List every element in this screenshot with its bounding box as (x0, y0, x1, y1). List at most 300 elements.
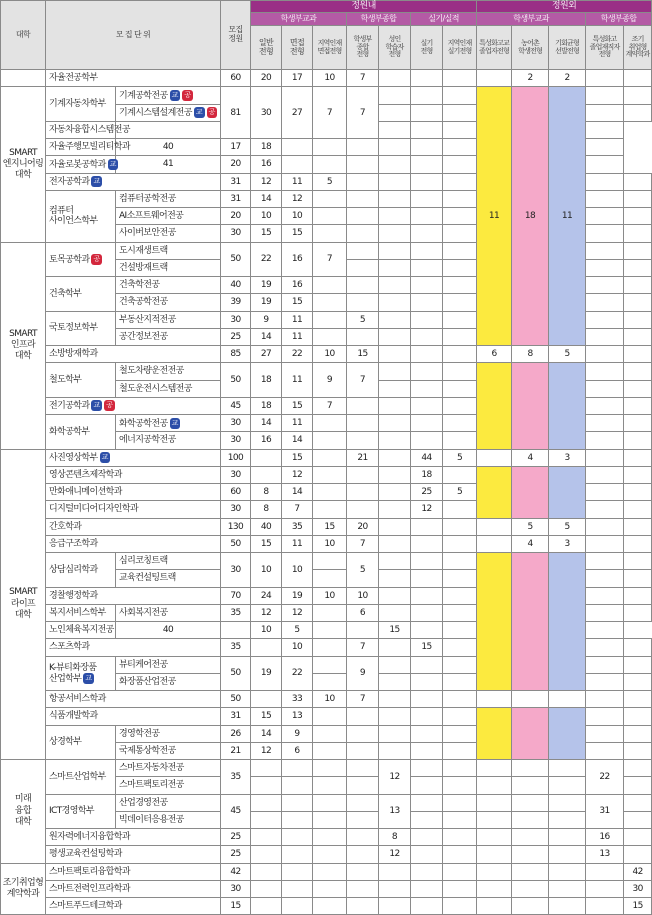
quota-cell: 5 (512, 518, 549, 535)
department-name: 화학공학부 (49, 426, 90, 437)
quota-cell (477, 70, 512, 87)
major-cell (116, 415, 221, 432)
quota-cell (443, 553, 477, 570)
quota-cell: 2 (549, 70, 586, 87)
quota-cell-yl: 11 (477, 87, 512, 346)
quota-cell (586, 277, 624, 294)
quota-cell: 10 (251, 553, 282, 588)
quota-cell (411, 587, 443, 604)
quota-cell (624, 604, 652, 621)
department-cell (46, 190, 116, 242)
quota-cell: 7 (347, 70, 379, 87)
quota-cell (379, 449, 411, 466)
table-row (1, 846, 652, 863)
quota-total-cell: 41 (116, 156, 221, 173)
quota-cell: 13 (379, 794, 411, 829)
major-cell (116, 311, 221, 328)
quota-cell (586, 346, 624, 363)
quota-cell (282, 794, 313, 811)
quota-cell: 5 (549, 518, 586, 535)
major-name: 자율주행모빌리티학과 (49, 142, 130, 153)
department-cell (46, 501, 221, 518)
quota-cell (549, 846, 586, 863)
quota-cell (379, 104, 411, 121)
quota-cell (313, 484, 347, 501)
college-cell: SMART 엔지니어링 대학 (1, 87, 46, 242)
quota-cell (624, 104, 652, 121)
quota-cell (586, 639, 624, 656)
department-cell (46, 87, 116, 122)
quota-cell: 12 (282, 604, 313, 621)
quota-cell (411, 846, 443, 863)
quota-cell (443, 846, 477, 863)
department-name: 디지털미디어디자인학과 (49, 504, 139, 515)
header-col-0: 일반 전형 (251, 26, 282, 70)
quota-cell (411, 777, 443, 794)
quota-cell (586, 570, 624, 587)
major-name: 사이버보안전공 (119, 228, 176, 239)
quota-cell: 11 (282, 173, 313, 190)
quota-cell-yl (477, 708, 512, 760)
quota-cell (477, 898, 512, 915)
major-name: 철도운전시스템전공 (119, 383, 192, 394)
table-row (1, 829, 652, 846)
quota-cell (411, 173, 443, 190)
quota-total-cell: 30 (221, 501, 251, 518)
gyo-badge: 교 (171, 90, 179, 99)
college-cell: SMART 인프라 대학 (1, 242, 46, 449)
quota-total-cell: 70 (221, 587, 251, 604)
quota-cell: 19 (282, 587, 313, 604)
quota-cell (624, 242, 652, 259)
quota-cell (624, 570, 652, 587)
quota-cell (624, 484, 652, 501)
quota-cell: 10 (313, 587, 347, 604)
quota-cell (411, 242, 443, 259)
department-cell (46, 415, 116, 450)
quota-cell: 12 (251, 742, 282, 759)
quota-cell (379, 328, 411, 345)
quota-cell (586, 294, 624, 311)
quota-cell (624, 311, 652, 328)
table-row (1, 553, 652, 570)
quota-cell (282, 863, 313, 880)
quota-cell (411, 518, 443, 535)
quota-cell (443, 363, 477, 380)
quota-cell (379, 156, 411, 173)
department-cell (46, 880, 221, 897)
table-row (1, 760, 652, 777)
quota-cell (586, 604, 624, 621)
quota-cell (411, 415, 443, 432)
quota-cell (313, 622, 347, 639)
department-name: 스포츠학과 (49, 642, 90, 653)
quota-cell (586, 725, 624, 742)
major-cell (46, 139, 130, 156)
quota-cell (379, 570, 411, 587)
quota-cell: 6 (477, 346, 512, 363)
gyo-badge: 교 (109, 159, 117, 168)
quota-cell (347, 173, 379, 190)
quota-cell (347, 225, 379, 242)
quota-cell (251, 777, 282, 794)
quota-cell: 27 (251, 346, 282, 363)
quota-cell (379, 656, 411, 673)
major-name: 스마트팩토리전공 (119, 780, 184, 791)
major-name: 스마트자동차전공 (119, 763, 184, 774)
quota-cell (379, 432, 411, 449)
major-cell (116, 656, 221, 673)
quota-cell (624, 449, 652, 466)
quota-cell (443, 880, 477, 897)
college-cell (1, 70, 46, 87)
quota-cell (512, 880, 549, 897)
department-cell (46, 484, 221, 501)
department-cell (46, 656, 116, 691)
department-name: 소방방재학과 (49, 349, 98, 360)
quota-cell (379, 725, 411, 742)
quota-cell (624, 777, 652, 794)
major-name: 에너지공학전공 (119, 435, 176, 446)
department-name: 스마트푸드테크학과 (49, 901, 122, 912)
quota-cell (586, 363, 624, 380)
quota-cell (586, 259, 624, 276)
header-hakbu-gyogwa-out: 학생부교과 (477, 13, 586, 26)
quota-cell: 6 (347, 604, 379, 621)
table-row (1, 863, 652, 880)
quota-cell (379, 346, 411, 363)
quota-total-cell: 15 (221, 898, 251, 915)
quota-cell (411, 553, 443, 570)
quota-cell (411, 535, 443, 552)
quota-cell (313, 501, 347, 518)
college-cell: 미래 융합 대학 (1, 760, 46, 864)
table-row (1, 363, 652, 380)
quota-cell (411, 121, 443, 138)
quota-cell (347, 259, 379, 276)
major-name: 국제통상학전공 (119, 745, 176, 756)
quota-cell: 15 (379, 622, 411, 639)
quota-cell (443, 708, 477, 725)
major-name: 심리코칭트랙 (119, 556, 168, 567)
quota-cell (313, 777, 347, 794)
quota-cell (512, 863, 549, 880)
quota-cell (586, 225, 624, 242)
quota-cell (379, 70, 411, 87)
quota-cell (313, 225, 347, 242)
quota-cell: 14 (251, 190, 282, 207)
department-name: 전기공학과 (49, 401, 90, 412)
quota-cell: 22 (282, 346, 313, 363)
quota-cell (251, 811, 282, 828)
header-col-11: 조기 취업형 계약학과 (624, 26, 652, 70)
quota-cell (624, 277, 652, 294)
quota-cell: 17 (221, 139, 251, 156)
header-unit: 모 집 단 위 (46, 1, 221, 70)
quota-cell (443, 535, 477, 552)
major-cell (116, 604, 221, 621)
header-col-8: 농어촌 학생전형 (512, 26, 549, 70)
quota-cell (411, 898, 443, 915)
quota-cell (313, 829, 347, 846)
quota-cell (586, 673, 624, 690)
major-name: 화학공학전공 (119, 418, 168, 429)
quota-cell-pk: 18 (512, 87, 549, 346)
quota-cell (586, 397, 624, 414)
quota-cell (411, 346, 443, 363)
quota-total-cell: 40 (221, 277, 251, 294)
major-cell (116, 190, 221, 207)
quota-cell: 21 (347, 449, 379, 466)
quota-cell (549, 863, 586, 880)
quota-cell (411, 328, 443, 345)
major-cell (46, 156, 116, 173)
quota-cell (313, 294, 347, 311)
quota-cell (411, 673, 443, 690)
quota-cell: 5 (313, 173, 347, 190)
quota-cell (347, 898, 379, 915)
quota-cell (443, 518, 477, 535)
quota-cell (347, 294, 379, 311)
quota-cell (443, 87, 477, 104)
quota-cell (443, 501, 477, 518)
quota-cell (586, 863, 624, 880)
quota-cell (624, 501, 652, 518)
quota-total-cell: 31 (221, 173, 251, 190)
quota-cell (586, 87, 624, 104)
quota-cell (443, 742, 477, 759)
quota-cell (251, 449, 282, 466)
department-name: 사진영상학부 (49, 453, 98, 464)
quota-cell (411, 725, 443, 742)
quota-cell (443, 225, 477, 242)
quota-total-cell: 130 (221, 518, 251, 535)
quota-cell: 12 (282, 466, 313, 483)
quota-cell (411, 259, 443, 276)
quota-cell (411, 397, 443, 414)
quota-cell (313, 794, 347, 811)
table-row (1, 70, 652, 87)
quota-cell (586, 501, 624, 518)
quota-cell (379, 173, 411, 190)
quota-cell (477, 794, 512, 811)
quota-cell (379, 415, 411, 432)
quota-total-cell: 35 (221, 604, 251, 621)
header-col-5: 실기 전형 (411, 26, 443, 70)
quota-cell (512, 829, 549, 846)
quota-cell: 42 (624, 863, 652, 880)
quota-cell (313, 673, 347, 690)
department-name: 경찰행정학과 (49, 590, 98, 601)
department-cell (46, 725, 116, 760)
quota-cell: 17 (282, 70, 313, 87)
quota-total-cell: 25 (221, 846, 251, 863)
quota-cell (347, 277, 379, 294)
department-name: 기계자동차학부 (49, 98, 106, 109)
quota-cell (347, 880, 379, 897)
department-name: 자율전공학부 (49, 73, 98, 84)
quota-cell (379, 397, 411, 414)
quota-cell (477, 777, 512, 794)
quota-cell (624, 553, 652, 570)
quota-cell: 30 (251, 87, 282, 139)
quota-cell (549, 691, 586, 708)
quota-cell (477, 829, 512, 846)
major-name: 산업경영전공 (119, 797, 168, 808)
quota-cell (624, 639, 652, 656)
quota-cell (624, 742, 652, 759)
department-cell (46, 242, 116, 277)
quota-cell (379, 380, 411, 397)
major-cell (116, 811, 221, 828)
gyo-badge: 교 (101, 453, 109, 462)
department-cell (46, 760, 116, 795)
quota-cell (586, 535, 624, 552)
table-row (1, 880, 652, 897)
quota-total-cell: 85 (221, 346, 251, 363)
quota-cell (313, 846, 347, 863)
quota-cell (251, 829, 282, 846)
quota-cell (624, 70, 652, 87)
quota-cell (586, 656, 624, 673)
quota-cell (549, 898, 586, 915)
department-name: 컴퓨터 사이언스학부 (49, 206, 98, 227)
quota-total-cell: 31 (221, 708, 251, 725)
quota-cell (411, 87, 443, 104)
major-cell (116, 553, 221, 570)
quota-cell (624, 535, 652, 552)
gong-badge: 공 (184, 90, 192, 99)
quota-cell (379, 87, 411, 104)
major-cell (116, 225, 221, 242)
quota-cell: 22 (586, 760, 624, 795)
quota-cell: 20 (251, 70, 282, 87)
quota-cell: 10 (282, 639, 313, 656)
quota-cell (443, 432, 477, 449)
quota-cell: 20 (221, 156, 251, 173)
quota-cell (379, 863, 411, 880)
quota-cell-yl (477, 466, 512, 518)
quota-cell (586, 242, 624, 259)
quota-cell (379, 484, 411, 501)
header-outside-quota: 정원외 (477, 1, 652, 13)
gong-badge: 공 (93, 254, 101, 263)
quota-cell (443, 242, 477, 259)
quota-cell (379, 466, 411, 483)
quota-cell (251, 794, 282, 811)
quota-cell (379, 604, 411, 621)
quota-cell (477, 449, 512, 466)
quota-cell: 5 (549, 346, 586, 363)
quota-total-cell: 50 (221, 691, 251, 708)
quota-cell (411, 294, 443, 311)
quota-cell: 5 (443, 449, 477, 466)
quota-cell: 10 (347, 587, 379, 604)
quota-cell (313, 449, 347, 466)
quota-total-cell: 50 (221, 535, 251, 552)
quota-cell (282, 829, 313, 846)
quota-cell (347, 328, 379, 345)
major-name: 경영학전공 (119, 728, 160, 739)
quota-cell (443, 777, 477, 794)
quota-cell (347, 829, 379, 846)
quota-cell: 8 (512, 346, 549, 363)
quota-cell (411, 363, 443, 380)
quota-cell (379, 898, 411, 915)
quota-cell: 10 (282, 553, 313, 588)
quota-cell (411, 829, 443, 846)
department-name: 전자공학과 (49, 177, 90, 188)
major-name: 뷰티케어전공 (119, 659, 168, 670)
department-name: 항공서비스학과 (49, 694, 106, 705)
quota-cell (624, 829, 652, 846)
department-name: 식품개발학과 (49, 711, 98, 722)
header-within-quota: 정원내 (251, 1, 477, 13)
quota-cell: 15 (347, 346, 379, 363)
department-name: 만화애니메이션학과 (49, 487, 122, 498)
department-cell (46, 466, 221, 483)
quota-cell (411, 811, 443, 828)
gyo-badge: 교 (195, 108, 203, 117)
quota-cell-pk (512, 363, 549, 449)
quota-cell (624, 708, 652, 725)
quota-cell (347, 811, 379, 828)
quota-cell (443, 622, 477, 639)
quota-total-cell: 81 (221, 87, 251, 139)
quota-cell (313, 156, 347, 173)
quota-cell (379, 259, 411, 276)
department-name: 상담심리학과 (49, 564, 98, 575)
quota-cell (313, 208, 347, 225)
quota-cell (477, 691, 512, 708)
quota-total-cell: 25 (221, 829, 251, 846)
quota-cell: 13 (282, 708, 313, 725)
header-univ: 대학 (1, 1, 46, 70)
quota-cell (624, 518, 652, 535)
quota-cell: 12 (379, 760, 411, 795)
quota-total-cell: 60 (221, 70, 251, 87)
quota-total-cell: 30 (221, 225, 251, 242)
quota-cell (443, 604, 477, 621)
department-name: 원자력에너지융합학과 (49, 832, 130, 843)
header-silgi: 실기/실적 (411, 13, 477, 26)
department-cell (46, 277, 116, 312)
quota-cell: 25 (411, 484, 443, 501)
quota-total-cell: 30 (221, 311, 251, 328)
quota-cell (251, 846, 282, 863)
quota-cell (411, 742, 443, 759)
quota-cell: 15 (282, 294, 313, 311)
quota-cell: 14 (251, 328, 282, 345)
quota-cell (586, 898, 624, 915)
quota-cell-bl (549, 363, 586, 449)
quota-cell (411, 432, 443, 449)
quota-cell (411, 760, 443, 777)
quota-cell (586, 691, 624, 708)
quota-cell (586, 328, 624, 345)
quota-cell (251, 691, 282, 708)
quota-total-cell: 25 (221, 328, 251, 345)
quota-cell: 22 (282, 656, 313, 691)
quota-cell (586, 190, 624, 207)
quota-cell (624, 346, 652, 363)
quota-cell: 7 (347, 639, 379, 656)
quota-cell (251, 863, 282, 880)
table-row (1, 708, 652, 725)
quota-cell: 5 (347, 311, 379, 328)
quota-cell (443, 328, 477, 345)
major-name: 화장품산업전공 (119, 676, 176, 687)
